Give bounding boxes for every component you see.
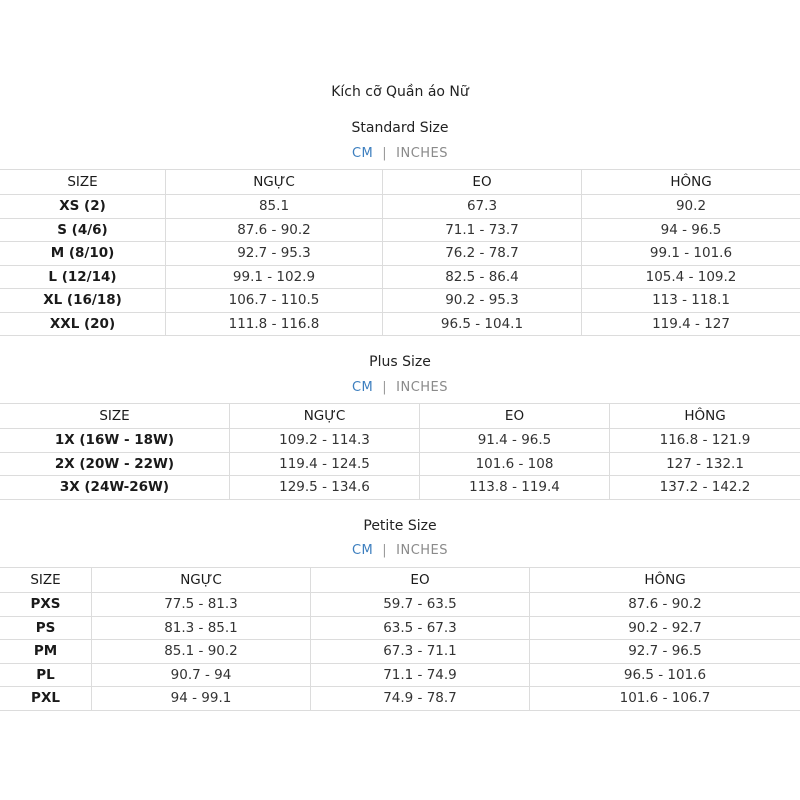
chest-cell: 85.1	[166, 195, 383, 219]
hip-cell: 92.7 - 96.5	[530, 640, 800, 664]
plus-size-table	[0, 403, 800, 500]
hip-cell: 127 - 132.1	[610, 452, 800, 476]
table-row	[0, 452, 800, 476]
size-cell: 3X (24W-26W)	[0, 476, 230, 500]
petite-unit-separator: |	[382, 543, 388, 558]
chest-cell: 119.4 - 124.5	[230, 452, 420, 476]
table-row	[0, 687, 800, 711]
plus-size-title: Plus Size	[369, 354, 431, 370]
table-row	[0, 289, 800, 313]
size-cell: 1X (16W - 18W)	[0, 429, 230, 453]
chest-cell: 111.8 - 116.8	[166, 312, 383, 336]
standard-size-table	[0, 169, 800, 336]
table-header-row	[0, 568, 800, 593]
size-cell: PM	[0, 640, 92, 664]
size-cell: XL (16/18)	[0, 289, 166, 313]
waist-cell: 59.7 - 63.5	[311, 593, 530, 617]
table-row	[0, 640, 800, 664]
column-header-size: SIZE	[0, 170, 166, 195]
petite-size-table	[0, 567, 800, 711]
size-cell: S (4/6)	[0, 218, 166, 242]
column-header-waist: EO	[383, 170, 582, 195]
chest-cell: 109.2 - 114.3	[230, 429, 420, 453]
size-cell: PL	[0, 663, 92, 687]
table-row	[0, 265, 800, 289]
table-row	[0, 616, 800, 640]
petite-unit-inches-button[interactable]: INCHES	[396, 543, 449, 558]
hip-cell: 113 - 118.1	[582, 289, 800, 313]
table-row	[0, 663, 800, 687]
table-header-row	[0, 404, 800, 429]
waist-cell: 76.2 - 78.7	[383, 242, 582, 266]
hip-cell: 90.2 - 92.7	[530, 616, 800, 640]
column-header-chest: NGỰC	[92, 568, 311, 593]
table-header-row	[0, 170, 800, 195]
hip-cell: 137.2 - 142.2	[610, 476, 800, 500]
hip-cell: 96.5 - 101.6	[530, 663, 800, 687]
hip-cell: 99.1 - 101.6	[582, 242, 800, 266]
hip-cell: 105.4 - 109.2	[582, 265, 800, 289]
size-cell: 2X (20W - 22W)	[0, 452, 230, 476]
chest-cell: 106.7 - 110.5	[166, 289, 383, 313]
waist-cell: 67.3	[383, 195, 582, 219]
plus-unit-inches-button[interactable]: INCHES	[396, 380, 449, 395]
size-cell: XXL (20)	[0, 312, 166, 336]
chest-cell: 81.3 - 85.1	[92, 616, 311, 640]
hip-cell: 119.4 - 127	[582, 312, 800, 336]
waist-cell: 71.1 - 73.7	[383, 218, 582, 242]
waist-cell: 90.2 - 95.3	[383, 289, 582, 313]
waist-cell: 63.5 - 67.3	[311, 616, 530, 640]
waist-cell: 113.8 - 119.4	[420, 476, 610, 500]
hip-cell: 90.2	[582, 195, 800, 219]
size-cell: M (8/10)	[0, 242, 166, 266]
column-header-hip: HÔNG	[610, 404, 800, 429]
column-header-waist: EO	[311, 568, 530, 593]
hip-cell: 116.8 - 121.9	[610, 429, 800, 453]
size-cell: XS (2)	[0, 195, 166, 219]
petite-unit-cm-button[interactable]: CM	[351, 543, 374, 558]
plus-unit-toggle	[0, 380, 800, 395]
chest-cell: 87.6 - 90.2	[166, 218, 383, 242]
standard-unit-inches-button[interactable]: INCHES	[396, 146, 449, 161]
column-header-size: SIZE	[0, 568, 92, 593]
standard-unit-separator: |	[382, 146, 388, 161]
table-row	[0, 218, 800, 242]
waist-cell: 82.5 - 86.4	[383, 265, 582, 289]
chest-cell: 94 - 99.1	[92, 687, 311, 711]
waist-cell: 74.9 - 78.7	[311, 687, 530, 711]
column-header-size: SIZE	[0, 404, 230, 429]
column-header-chest: NGỰC	[166, 170, 383, 195]
column-header-hip: HÔNG	[582, 170, 800, 195]
standard-size-title: Standard Size	[351, 120, 449, 136]
column-header-chest: NGỰC	[230, 404, 420, 429]
table-row	[0, 195, 800, 219]
waist-cell: 91.4 - 96.5	[420, 429, 610, 453]
size-cell: L (12/14)	[0, 265, 166, 289]
waist-cell: 71.1 - 74.9	[311, 663, 530, 687]
petite-size-title: Petite Size	[363, 518, 437, 534]
table-row	[0, 429, 800, 453]
chest-cell: 92.7 - 95.3	[166, 242, 383, 266]
plus-unit-cm-button[interactable]: CM	[351, 380, 374, 395]
table-row	[0, 476, 800, 500]
petite-unit-toggle	[0, 543, 800, 558]
column-header-hip: HÔNG	[530, 568, 800, 593]
column-header-waist: EO	[420, 404, 610, 429]
size-cell: PXS	[0, 593, 92, 617]
chest-cell: 90.7 - 94	[92, 663, 311, 687]
size-cell: PXL	[0, 687, 92, 711]
waist-cell: 96.5 - 104.1	[383, 312, 582, 336]
hip-cell: 87.6 - 90.2	[530, 593, 800, 617]
hip-cell: 94 - 96.5	[582, 218, 800, 242]
page-title: Kích cỡ Quần áo Nữ	[331, 84, 469, 100]
size-cell: PS	[0, 616, 92, 640]
chest-cell: 77.5 - 81.3	[92, 593, 311, 617]
table-row	[0, 242, 800, 266]
table-row	[0, 593, 800, 617]
hip-cell: 101.6 - 106.7	[530, 687, 800, 711]
table-row	[0, 312, 800, 336]
plus-unit-separator: |	[382, 380, 388, 395]
chest-cell: 99.1 - 102.9	[166, 265, 383, 289]
standard-unit-cm-button[interactable]: CM	[351, 146, 374, 161]
waist-cell: 101.6 - 108	[420, 452, 610, 476]
chest-cell: 85.1 - 90.2	[92, 640, 311, 664]
chest-cell: 129.5 - 134.6	[230, 476, 420, 500]
standard-unit-toggle	[0, 146, 800, 161]
waist-cell: 67.3 - 71.1	[311, 640, 530, 664]
